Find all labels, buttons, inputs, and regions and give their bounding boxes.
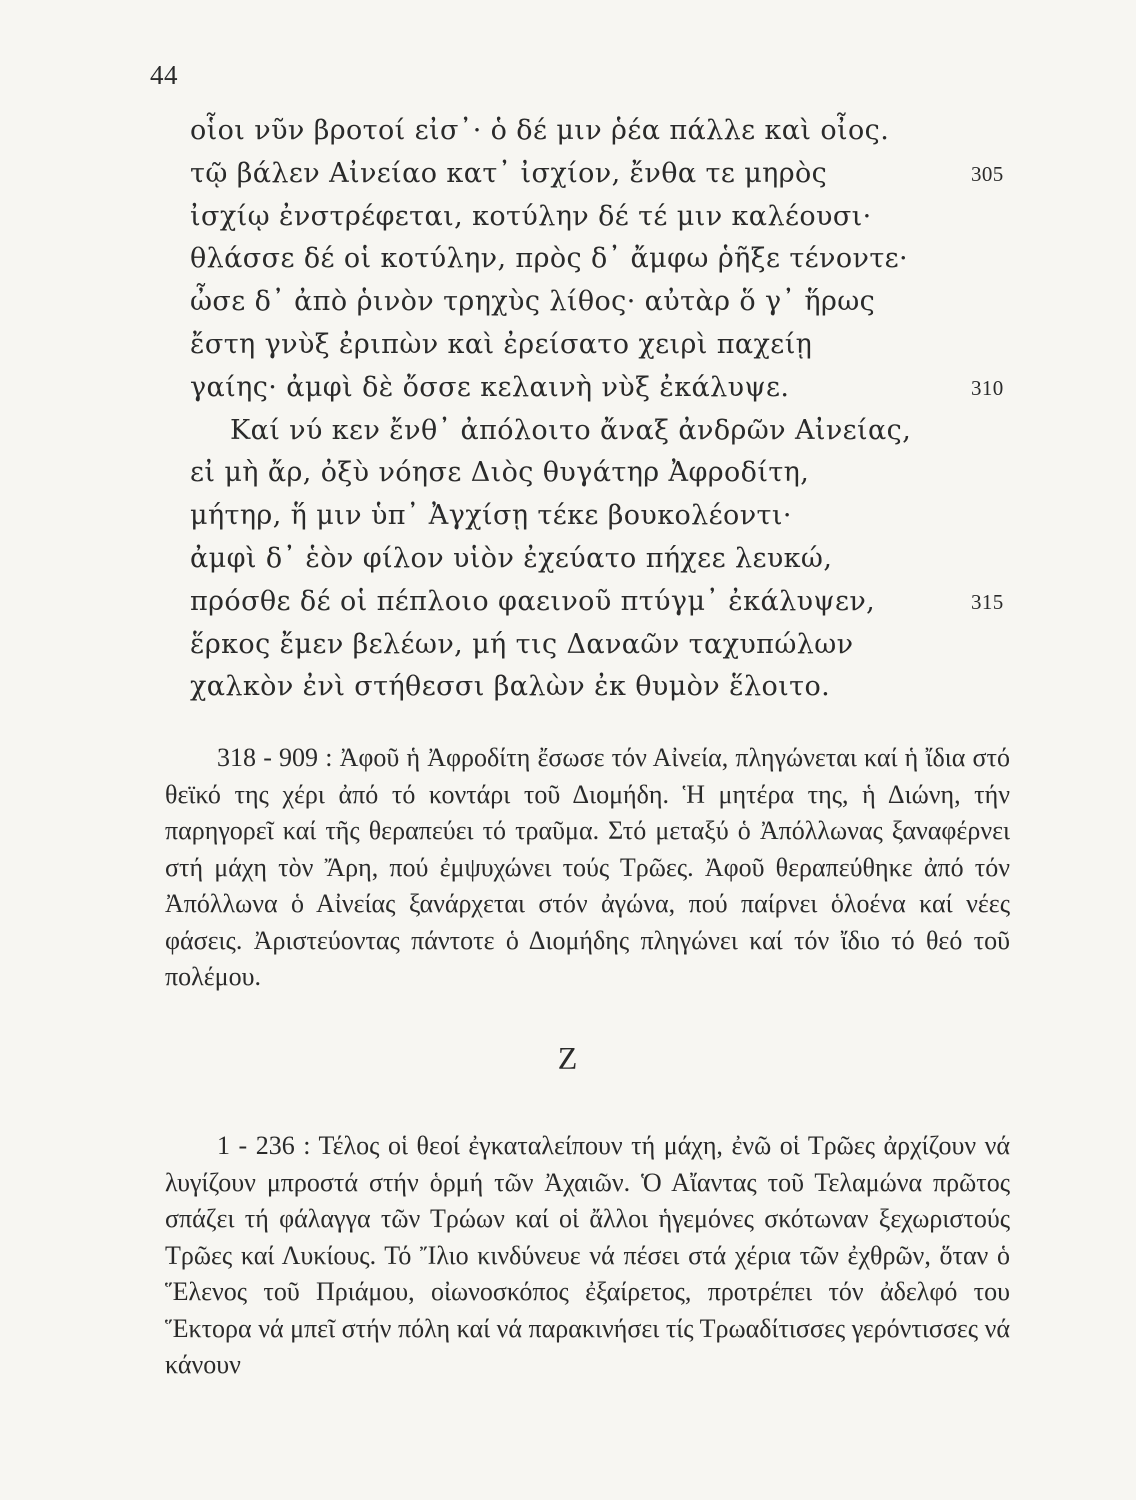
verse-text: θλάσσε δέ οἱ κοτύλην, πρὸς δ᾽ ἄμφω ῥῆξε τένοντε· — [190, 243, 909, 275]
verse-line — [190, 666, 1010, 709]
verse-text: τῷ βάλεν Αἰνείαο κατ᾽ ἰσχίον, ἔνθα τε μηρὸς — [190, 157, 828, 189]
verse-text: ὦσε δ᾽ ἀπὸ ῥινὸν τρηχὺς λίθος· αὐτὰρ ὅ γ᾽ ἥρως — [190, 286, 876, 318]
verse-line — [190, 196, 1010, 239]
verse-block — [190, 110, 1010, 709]
verse-line — [190, 452, 1010, 495]
verse-text: ἰσχίῳ ἐνστρέφεται, κοτύλην δέ τέ μιν καλέουσι· — [190, 200, 872, 232]
page-number: 44 — [150, 60, 178, 90]
verse-line — [190, 281, 1010, 324]
verse-text: Καί νύ κεν ἔνθ᾽ ἀπόλοιτο ἄναξ ἀνδρῶν Αἰνείας, — [230, 414, 912, 446]
line-number: 310 — [971, 375, 1004, 400]
verse-text: ἀμφὶ δ᾽ ἑὸν φίλον υἱὸν ἐχεύατο πήχεε λευκώ, — [190, 542, 833, 574]
verse-line — [190, 495, 1010, 538]
book-heading: Ζ — [557, 1040, 579, 1076]
verse-line — [190, 410, 1010, 453]
verse-line — [190, 110, 1010, 153]
verse-line — [190, 238, 1010, 281]
verse-text: οἷοι νῦν βροτοί εἰσ᾽· ὁ δέ μιν ῥέα πάλλε καὶ οἶος. — [190, 115, 890, 146]
verse-text: εἰ μὴ ἄρ, ὀξὺ νόησε Διὸς θυγάτηρ Ἀφροδίτη, — [190, 457, 810, 489]
verse-line — [190, 581, 1010, 624]
summary-text: Ἀφοῦ ἡ Ἀφροδίτη ἔσωσε τόν Αἰνεία, πληγώνεται καί ἡ ἴδια στό θεϊκό της χέρι ἀπό τό κοντάρι τοῦ Διομήδη. Ἡ μητέρα της, ἡ Διώνη, τήν παρηγορεῖ καί τῆς θεραπεύει τό τραῦμα. Στό μεταξύ ὁ Ἀπόλλωνας ξαναφέρνει στή μάχη τὸν Ἄρη, πού ἐμψυχώνει τούς Τρῶες. Ἀφοῦ θεραπεύθηκε ἀπό τόν Ἀπόλλωνα ὁ Αἰνείας ξανάρχεται στόν ἀγώνα, πού παίρνει ὁλοένα καί νέες φάσεις. Ἀριστεύοντας πάντοτε ὁ Διομήδης πληγώνει καί τόν ἴδιο τό θεό τοῦ πολέμου. — [165, 743, 1010, 991]
verse-text: ἕρκος ἔμεν βελέων, μή τις Δαναῶν ταχυπώλων — [190, 628, 854, 660]
summary-reference: 318 - 909 : — [217, 743, 333, 772]
verse-text: γαίης· ἀμφὶ δὲ ὄσσε κελαινὴ νὺξ ἐκάλυψε. — [190, 371, 790, 403]
verse-line — [190, 324, 1010, 367]
line-number: 315 — [971, 589, 1004, 614]
summary-reference: 1 - 236 : — [217, 1131, 311, 1160]
line-number: 305 — [971, 161, 1004, 186]
verse-line — [190, 624, 1010, 667]
verse-text: ἔστη γνὺξ ἐριπὼν καὶ ἐρείσατο χειρὶ παχείῃ — [190, 328, 813, 360]
summary-paragraph-1-236 — [165, 1128, 1010, 1384]
verse-line — [190, 538, 1010, 581]
verse-text: πρόσθε δέ οἱ πέπλοιο φαεινοῦ πτύγμ᾽ ἐκάλυψεν, — [190, 585, 876, 617]
verse-text: χαλκὸν ἐνὶ στήθεσσι βαλὼν ἐκ θυμὸν ἕλοιτο. — [190, 671, 831, 703]
verse-line — [190, 153, 1010, 196]
verse-line — [190, 367, 1010, 410]
summary-paragraph-318-909 — [165, 740, 1010, 996]
verse-text: μήτηρ, ἥ μιν ὑπ᾽ Ἀγχίσῃ τέκε βουκολέοντι· — [190, 500, 792, 532]
summary-text: Τέλος οἱ θεοί ἐγκαταλείπουν τή μάχη, ἐνῶ οἱ Τρῶες ἀρχίζουν νά λυγίζουν μπροστά στήν ὁρμή τῶν Ἀχαιῶν. Ὁ Αἴαντας τοῦ Τελαμώνα πρῶτος σπάζει τή φάλαγγα τῶν Τρώων καί οἱ ἄλλοι ἡγεμόνες σκότωναν ξεχωριστούς Τρῶες καί Λυκίους. Τό Ἴλιο κινδύνευε νά πέσει στά χέρια τῶν ἐχθρῶν, ὅταν ὁ Ἕλενος τοῦ Πριάμου, οἰωνοσκόπος ἐξαίρετος, προτρέπει τόν ἀδελφό του Ἕκτορα νά μπεῖ στήν πόλη καί νά παρακινήσει τίς Τρωαδίτισσες γερόντισσες νά κάνουν — [165, 1131, 1011, 1379]
